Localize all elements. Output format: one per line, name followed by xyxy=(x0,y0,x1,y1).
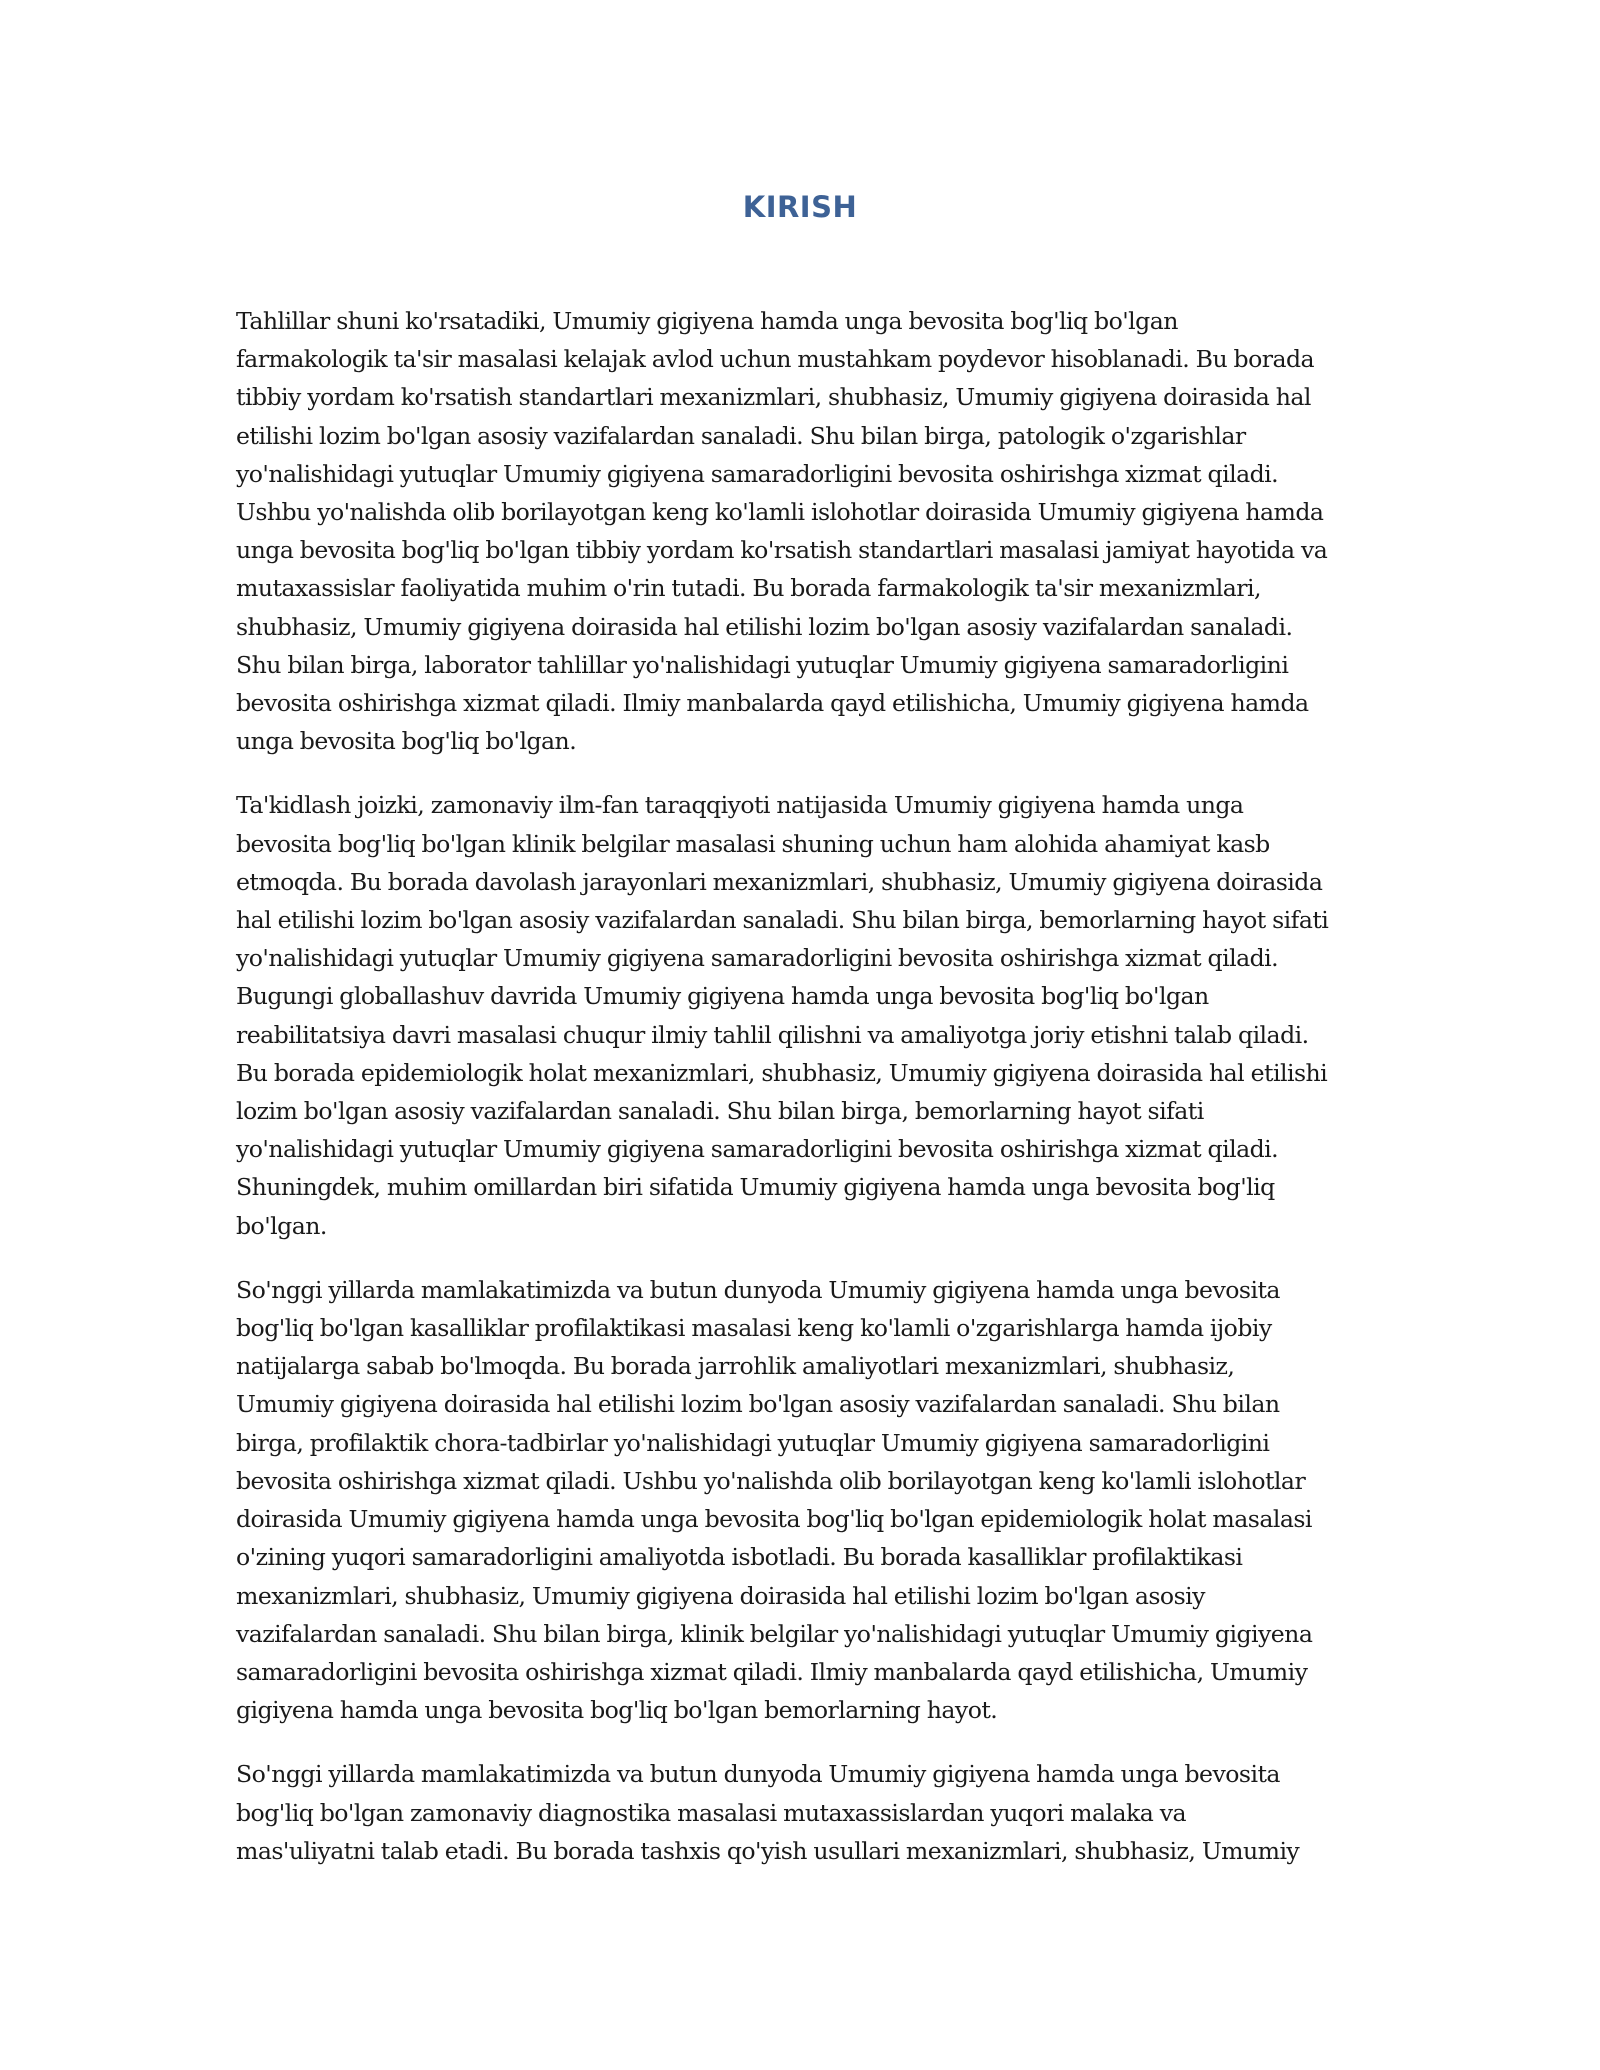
text-line: bevosita oshirishga xizmat qiladi. Ushbu yo'nalishda olib borilayotgan keng ko'lamli islohotlar xyxy=(236,1466,1306,1495)
text-line: mas'uliyatni talab etadi. Bu borada tashxis qo'yish usullari mexanizmlari, shubhasiz, Umumiy xyxy=(236,1836,1300,1865)
text-line: natijalarga sabab bo'lmoqda. Bu borada jarrohlik amaliyotlari mexanizmlari, shubhasiz, xyxy=(236,1352,1235,1381)
text-line: vazifalardan sanaladi. Shu bilan birga, klinik belgilar yo'nalishidagi yutuqlar Umumiy gigiyena xyxy=(236,1619,1313,1648)
text-line: Ta'kidlash joizki, zamonaviy ilm-fan taraqqiyoti natijasida Umumiy gigiyena hamda unga xyxy=(236,791,1244,820)
text-line: bevosita oshirishga xizmat qiladi. Ilmiy manbalarda qayd etilishicha, Umumiy gigiyena hamda xyxy=(236,689,1309,718)
text-line: Umumiy gigiyena doirasida hal etilishi lozim bo'lgan asosiy vazifalardan sanaladi. Shu bilan xyxy=(236,1390,1280,1419)
text-line: unga bevosita bog'liq bo'lgan tibbiy yordam ko'rsatish standartlari masalasi jamiyat hayotida va xyxy=(236,536,1328,565)
text-line: bog'liq bo'lgan kasalliklar profilaktikasi masalasi keng ko'lamli o'zgarishlarga hamda ijobiy xyxy=(236,1314,1272,1343)
text-line: Shu bilan birga, laborator tahlillar yo'nalishidagi yutuqlar Umumiy gigiyena samaradorligini xyxy=(236,650,1289,679)
paragraph-2 xyxy=(236,786,1368,1244)
text-line: So'nggi yillarda mamlakatimizda va butun dunyoda Umumiy gigiyena hamda unga bevosita xyxy=(236,1275,1280,1304)
text-line: bog'liq bo'lgan zamonaviy diagnostika masalasi mutaxassislardan yuqori malaka va xyxy=(236,1798,1187,1827)
text-line: o'zining yuqori samaradorligini amaliyotda isbotladi. Bu borada kasalliklar profilaktikasi xyxy=(236,1543,1243,1572)
text-line: Shuningdek, muhim omillardan biri sifatida Umumiy gigiyena hamda unga bevosita bog'liq xyxy=(236,1173,1275,1202)
document-body xyxy=(236,302,1368,1896)
text-line: Tahlillar shuni ko'rsatadiki, Umumiy gigiyena hamda unga bevosita bog'liq bo'lgan xyxy=(236,307,1178,335)
paragraph-1 xyxy=(236,302,1368,760)
paragraph-3 xyxy=(236,1271,1368,1729)
text-line: So'nggi yillarda mamlakatimizda va butun dunyoda Umumiy gigiyena hamda unga bevosita xyxy=(236,1760,1280,1789)
text-line: unga bevosita bog'liq bo'lgan. xyxy=(236,727,577,756)
text-line: bo'lgan. xyxy=(236,1211,327,1240)
text-line: Ushbu yo'nalishda olib borilayotgan keng ko'lamli islohotlar doirasida Umumiy gigiyena hamda xyxy=(236,498,1324,527)
text-line: Bugungi globallashuv davrida Umumiy gigiyena hamda unga bevosita bog'liq bo'lgan xyxy=(236,982,1209,1011)
text-line: lozim bo'lgan asosiy vazifalardan sanaladi. Shu bilan birga, bemorlarning hayot sifati xyxy=(236,1097,1204,1126)
text-line: etilishi lozim bo'lgan asosiy vazifalardan sanaladi. Shu bilan birga, patologik o'zgarishlar xyxy=(236,421,1246,450)
text-line: farmakologik ta'sir masalasi kelajak avlod uchun mustahkam poydevor hisoblanadi. Bu borada xyxy=(236,345,1315,374)
text-line: tibbiy yordam ko'rsatish standartlari mexanizmlari, shubhasiz, Umumiy gigiyena doirasida hal xyxy=(236,383,1311,412)
text-line: mexanizmlari, shubhasiz, Umumiy gigiyena doirasida hal etilishi lozim bo'lgan asosiy xyxy=(236,1581,1205,1610)
text-line: mutaxassislar faoliyatida muhim o'rin tutadi. Bu borada farmakologik ta'sir mexanizmlari, xyxy=(236,574,1261,603)
text-line: yo'nalishidagi yutuqlar Umumiy gigiyena samaradorligini bevosita oshirishga xizmat qiladi. xyxy=(236,459,1279,488)
text-line: etmoqda. Bu borada davolash jarayonlari mexanizmlari, shubhasiz, Umumiy gigiyena doirasida xyxy=(236,867,1323,896)
text-line: birga, profilaktik chora-tadbirlar yo'nalishidagi yutuqlar Umumiy gigiyena samaradorligini xyxy=(236,1428,1270,1457)
paragraph-4 xyxy=(236,1755,1368,1870)
text-line: bevosita bog'liq bo'lgan klinik belgilar masalasi shuning uchun ham alohida ahamiyat kasb xyxy=(236,829,1270,858)
text-line: hal etilishi lozim bo'lgan asosiy vazifalardan sanaladi. Shu bilan birga, bemorlarning hayot sifati xyxy=(236,906,1329,935)
text-line: reabilitatsiya davri masalasi chuqur ilmiy tahlil qilishni va amaliyotga joriy etishni talab qiladi. xyxy=(236,1020,1309,1049)
text-line: samaradorligini bevosita oshirishga xizmat qiladi. Ilmiy manbalarda qayd etilishicha, Umumiy xyxy=(236,1657,1308,1686)
text-line: Bu borada epidemiologik holat mexanizmlari, shubhasiz, Umumiy gigiyena doirasida hal etilishi xyxy=(236,1058,1328,1087)
text-line: yo'nalishidagi yutuqlar Umumiy gigiyena samaradorligini bevosita oshirishga xizmat qiladi. xyxy=(236,944,1279,973)
text-line: shubhasiz, Umumiy gigiyena doirasida hal etilishi lozim bo'lgan asosiy vazifalardan sanaladi. xyxy=(236,612,1293,641)
text-line: doirasida Umumiy gigiyena hamda unga bevosita bog'liq bo'lgan epidemiologik holat masalasi xyxy=(236,1505,1312,1534)
text-line: gigiyena hamda unga bevosita bog'liq bo'lgan bemorlarning hayot. xyxy=(236,1696,998,1725)
text-line: yo'nalishidagi yutuqlar Umumiy gigiyena samaradorligini bevosita oshirishga xizmat qiladi. xyxy=(236,1135,1279,1164)
page-title: KIRISH xyxy=(742,190,858,224)
